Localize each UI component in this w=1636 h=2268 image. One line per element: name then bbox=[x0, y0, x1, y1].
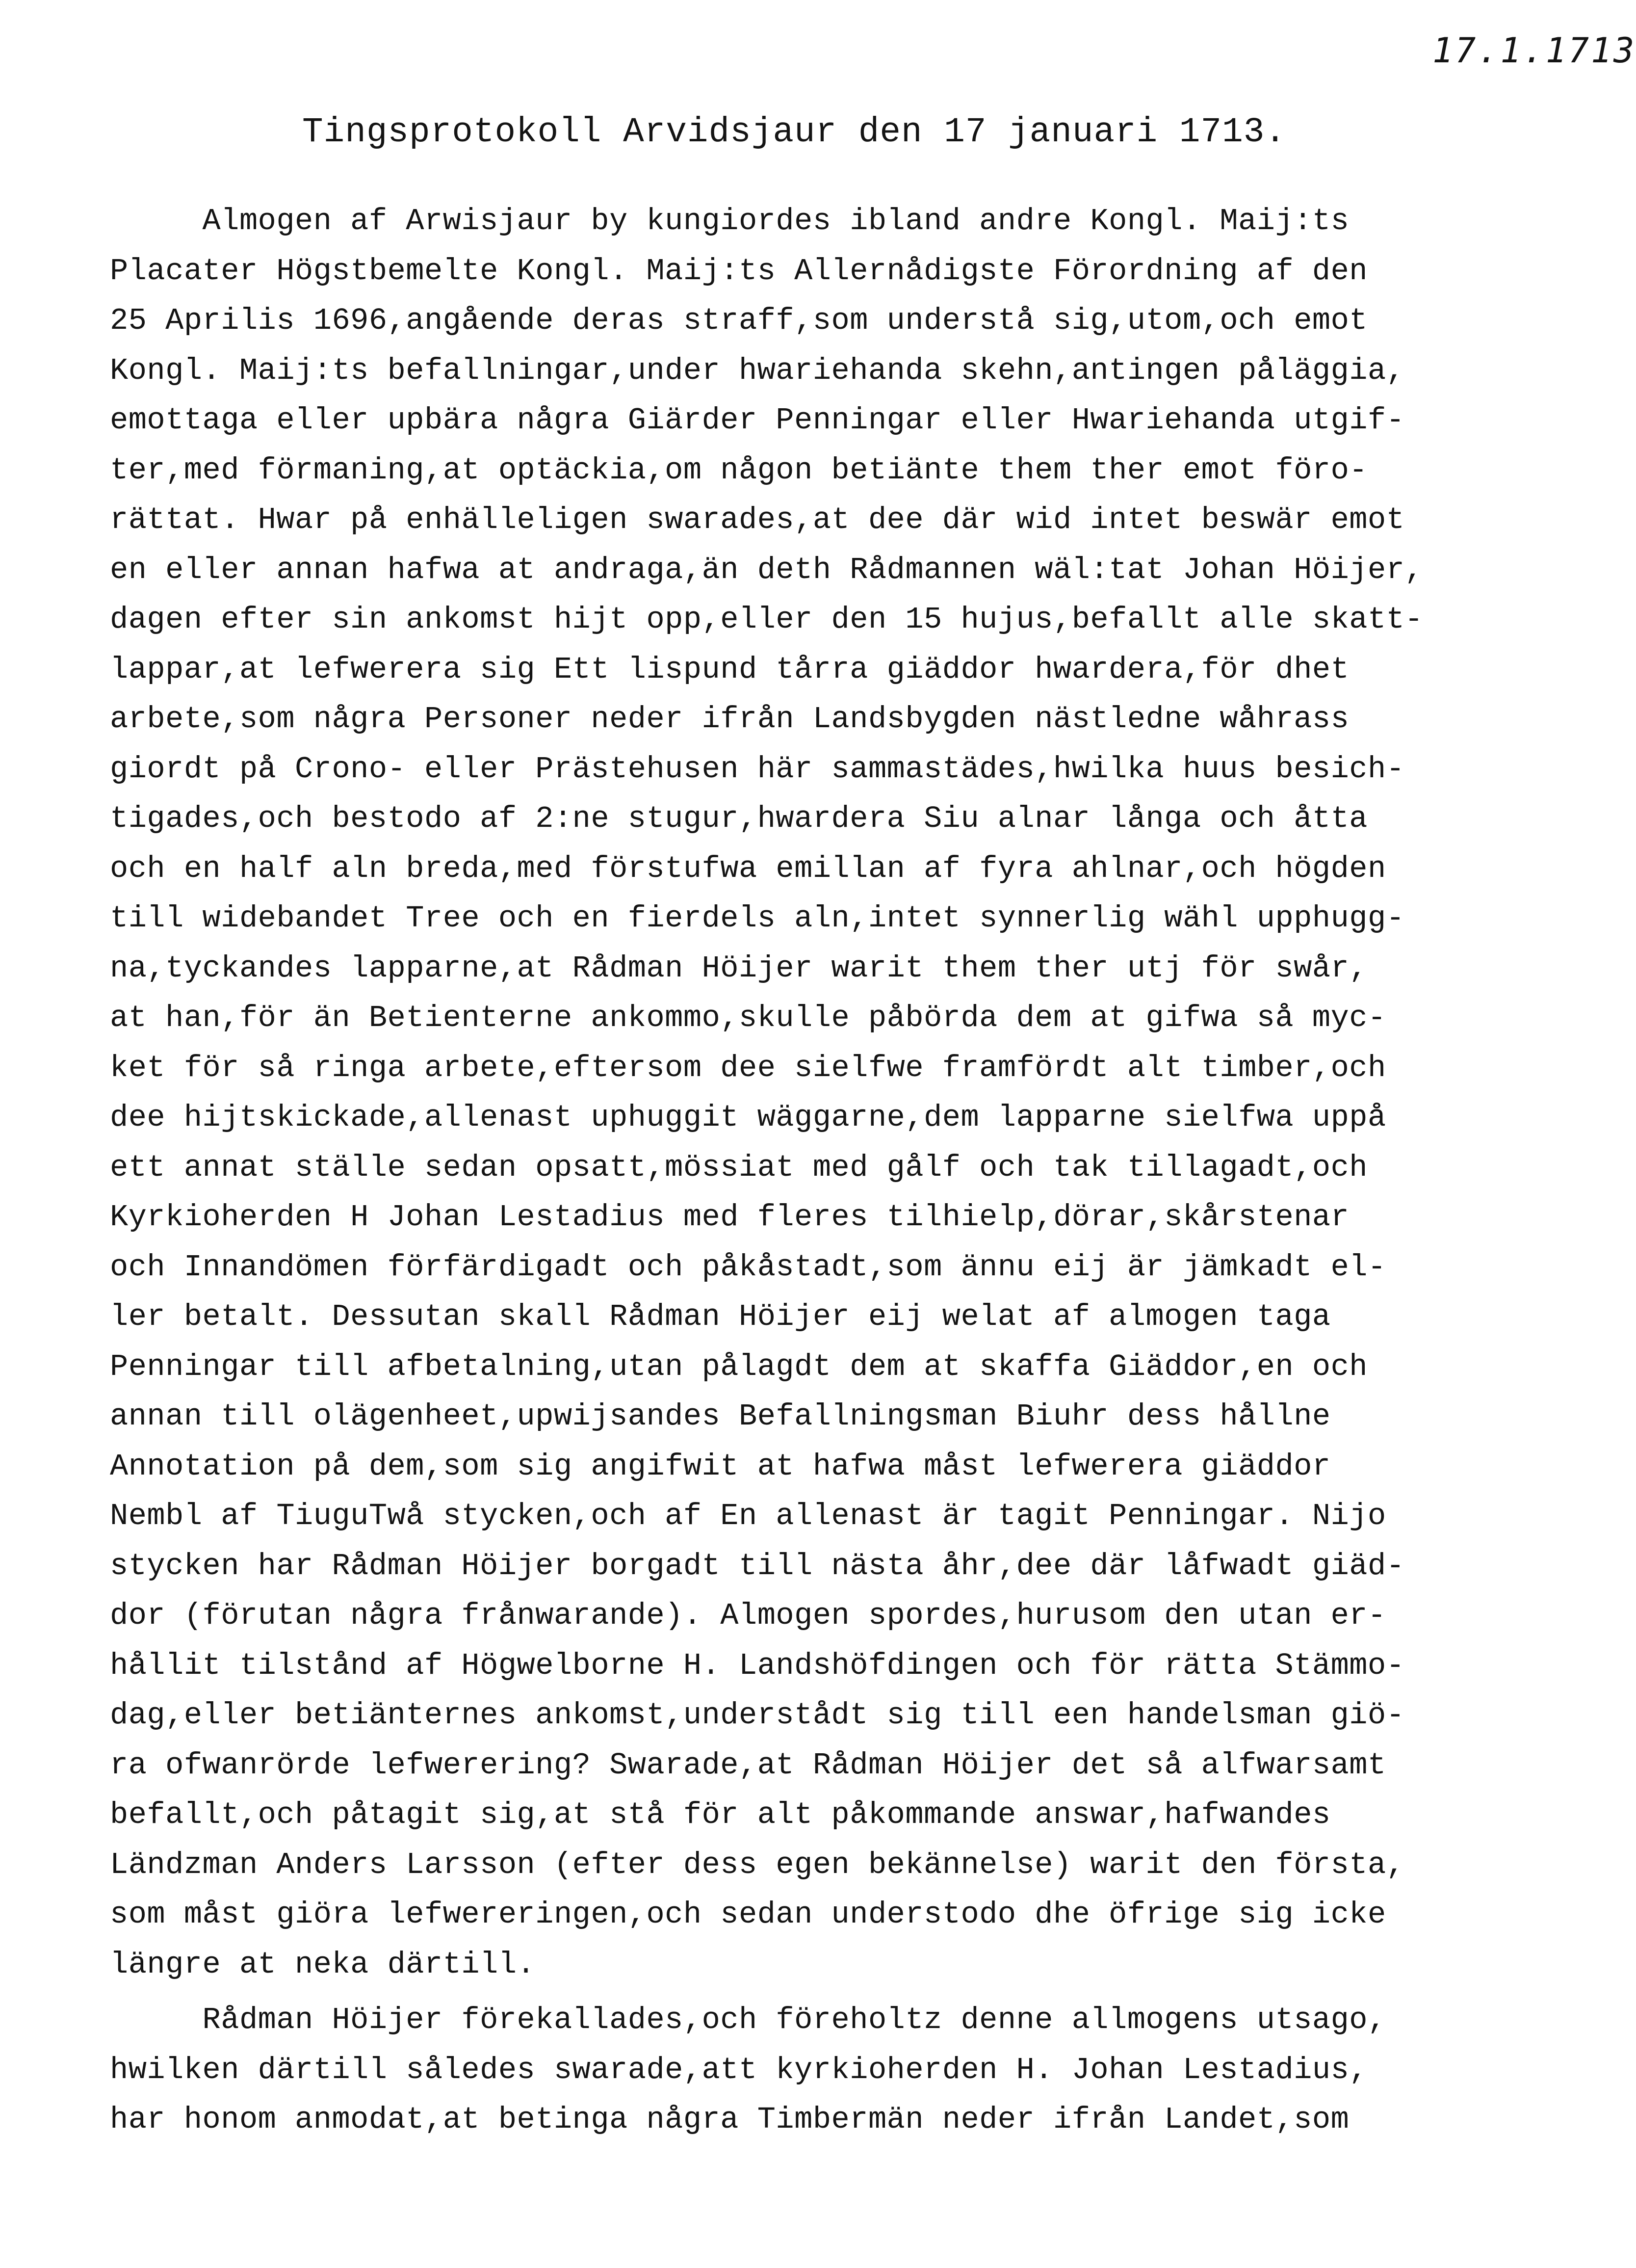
text-line: och en half aln breda,med förstufwa emillan af fyra ahlnar,och högden bbox=[110, 851, 1386, 886]
text-line: rättat. Hwar på enhälleligen swarades,at dee där wid intet beswär emot bbox=[110, 502, 1405, 537]
text-line: ter,med förmaning,at optäckia,om någon betiänte them ther emot föro- bbox=[110, 452, 1368, 488]
text-line: ett annat ställe sedan opsatt,mössiat med gålf och tak tillagadt,och bbox=[110, 1150, 1368, 1185]
text-line: dor (förutan några frånwarande). Almogen spordes,hurusom den utan er- bbox=[110, 1598, 1386, 1633]
text-line: hwilken därtill således swarade,att kyrkioherden H. Johan Lestadius, bbox=[110, 2052, 1368, 2087]
text-line: arbete,som några Personer neder ifrån Landsbygden nästledne wåhrass bbox=[110, 702, 1350, 737]
text-line: befallt,och påtagit sig,at stå för alt påkommande answar,hafwandes bbox=[110, 1797, 1331, 1832]
text-line: längre at neka därtill. bbox=[110, 1947, 536, 1982]
margin-date-note: 17.1.1713 bbox=[1432, 30, 1636, 71]
text-line: och Innandömen förfärdigadt och påkåstadt,som ännu eij är jämkadt el- bbox=[110, 1249, 1386, 1285]
text-line: som måst giöra lefwereringen,och sedan understodo dhe öfrige sig icke bbox=[110, 1897, 1386, 1932]
text-line: 25 Aprilis 1696,angående deras straff,som understå sig,utom,och emot bbox=[110, 303, 1368, 338]
text-line: Placater Högstbemelte Kongl. Maij:ts Allernådigste Förordning af den bbox=[110, 253, 1368, 289]
text-line: giordt på Crono- eller Prästehusen här sammastädes,hwilka huus besich- bbox=[110, 751, 1405, 787]
text-line: at han,för än Betienterne ankommo,skulle påbörda dem at gifwa så myc- bbox=[110, 1001, 1386, 1035]
text-line: Annotation på dem,som sig angifwit at hafwa måst lefwerera giäddor bbox=[110, 1449, 1331, 1484]
text-line: annan till olägenheet,upwijsandes Befallningsman Biuhr dess hållne bbox=[110, 1399, 1331, 1434]
text-line: Rådman Höijer förekallades,och föreholtz denne allmogens utsago, bbox=[110, 2003, 1386, 2037]
text-line: na,tyckandes lapparne,at Rådman Höijer warit them ther utj för swår, bbox=[110, 950, 1368, 986]
text-line: till widebandet Tree och en fierdels aln,intet synnerlig wähl upphugg- bbox=[110, 901, 1405, 936]
text-line: Nembl af TiuguTwå stycken,och af En allenast är tagit Penningar. Nijo bbox=[110, 1499, 1386, 1533]
text-line: dee hijtskickade,allenast uphuggit wäggarne,dem lapparne sielfwa uppå bbox=[110, 1100, 1386, 1135]
text-line: lappar,at lefwerera sig Ett lispund tårra giäddor hwardera,för dhet bbox=[110, 652, 1350, 687]
text-line: har honom anmodat,at betinga några Timbermän neder ifrån Landet,som bbox=[110, 2102, 1350, 2137]
text-line: Almogen af Arwisjaur by kungiordes ibland andre Kongl. Maij:ts bbox=[110, 204, 1350, 238]
protocol-body bbox=[110, 196, 1423, 2145]
text-line: ket för så ringa arbete,eftersom dee sielfwe framfördt alt timber,och bbox=[110, 1050, 1386, 1085]
text-line: dagen efter sin ankomst hijt opp,eller den 15 hujus,befallt alle skatt- bbox=[110, 602, 1424, 637]
text-line: emottaga eller upbära några Giärder Penningar eller Hwariehanda utgif- bbox=[110, 403, 1405, 438]
text-line: stycken har Rådman Höijer borgadt till nästa åhr,dee där låfwadt giäd- bbox=[110, 1548, 1405, 1583]
text-line: ler betalt. Dessutan skall Rådman Höijer eij welat af almogen taga bbox=[110, 1299, 1331, 1334]
text-line: Kyrkioherden H Johan Lestadius med fleres tilhielp,dörar,skårstenar bbox=[110, 1200, 1350, 1235]
text-line: Kongl. Maij:ts befallningar,under hwariehanda skehn,antingen påläggia, bbox=[110, 353, 1405, 388]
document-title: Tingsprotokoll Arvidsjaur den 17 januari 1713. bbox=[302, 113, 1286, 152]
text-line: hållit tilstånd af Högwelborne H. Landshöfdingen och för rätta Stämmo- bbox=[110, 1648, 1405, 1683]
text-line: ra ofwanrörde lefwerering? Swarade,at Rådman Höijer det så alfwarsamt bbox=[110, 1747, 1386, 1783]
text-line: en eller annan hafwa at andraga,än deth Rådmannen wäl:tat Johan Höijer, bbox=[110, 552, 1424, 587]
text-line: tigades,och bestodo af 2:ne stugur,hwardera Siu alnar långa och åtta bbox=[110, 801, 1368, 836]
text-line: Ländzman Anders Larsson (efter dess egen bekännelse) warit den första, bbox=[110, 1847, 1405, 1882]
text-line: dag,eller betiänternes ankomst,understådt sig till een handelsman giö- bbox=[110, 1698, 1405, 1733]
text-line: Penningar till afbetalning,utan pålagdt dem at skaffa Giäddor,en och bbox=[110, 1349, 1368, 1384]
